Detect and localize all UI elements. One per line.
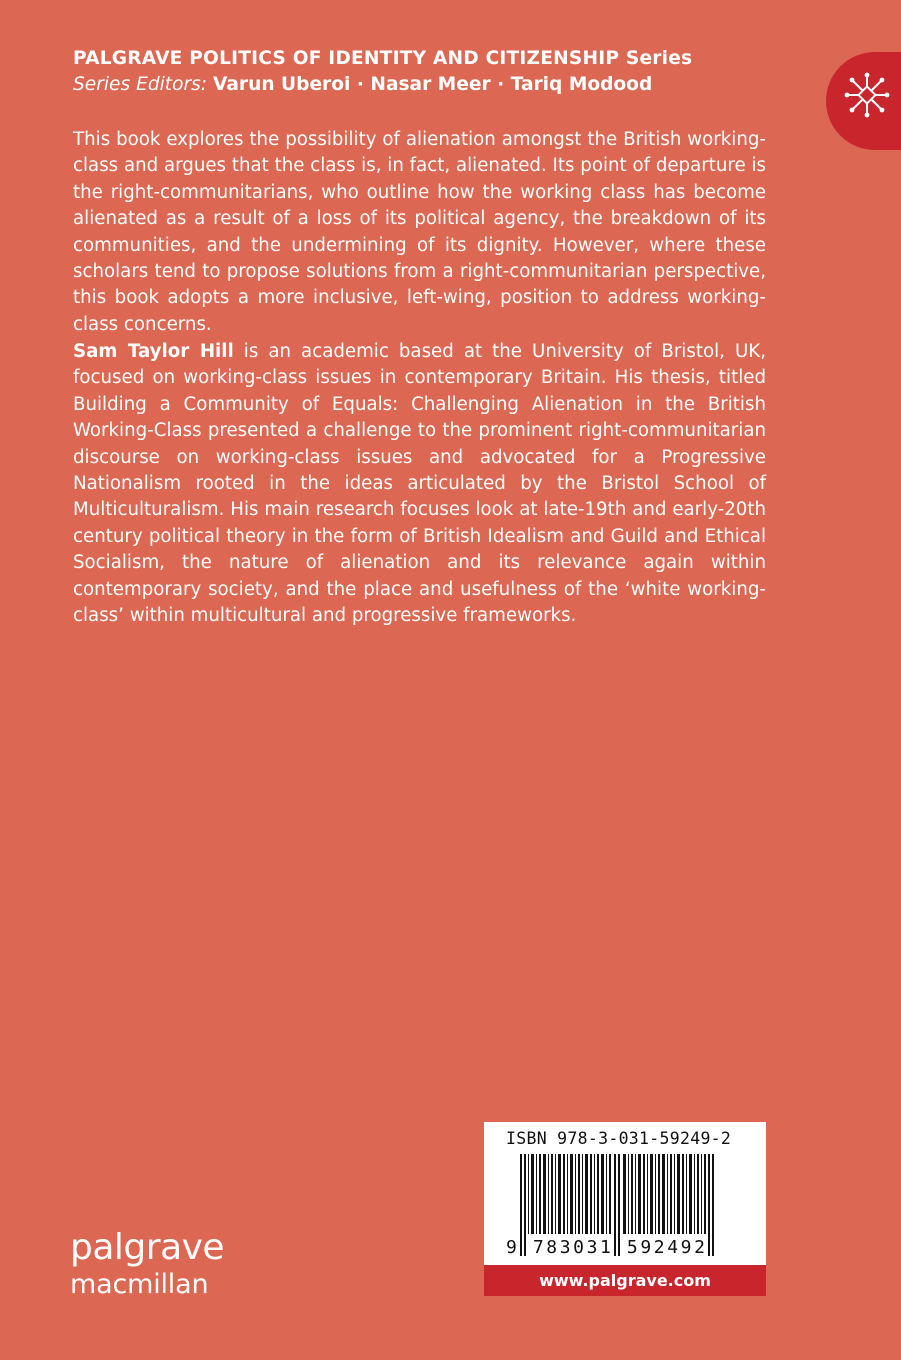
publisher-logo xyxy=(70,1227,225,1301)
logo-macmillan: macmillan xyxy=(70,1269,209,1300)
barcode-digits: 9 783031 592492 xyxy=(506,1237,708,1258)
series-title: PALGRAVE POLITICS OF IDENTITY AND CITIZENSHIP Series xyxy=(73,48,693,69)
author-name: Sam Taylor Hill xyxy=(73,341,234,362)
palgrave-badge xyxy=(826,52,901,150)
series-editors xyxy=(73,72,773,98)
series-header xyxy=(73,46,773,98)
palgrave-network-icon xyxy=(844,72,890,118)
isbn-label: ISBN 978-3-031-59249-2 xyxy=(506,1129,732,1148)
author-bio xyxy=(73,339,766,629)
logo-palgrave: palgrave xyxy=(70,1227,225,1268)
book-description: This book explores the possibility of alienation amongst the British working-class and argues that the class is, in fact, alienated. Its point of departure is the right-communitarians, who outline how the working class has become alienated as a result of a loss of its political agency, the breakdown of its communities, and the undermining of its dignity. However, where these scholars tend to propose solutions from a right-communitarian perspective, this book adopts a more inclusive, left-wing, position to address working-class concerns. xyxy=(73,129,766,335)
series-editors-names: Varun Uberoi · Nasar Meer · Tariq Modood xyxy=(213,74,653,95)
series-editors-label: Series Editors: xyxy=(73,74,208,95)
isbn-barcode xyxy=(484,1122,766,1265)
publisher-url[interactable]: www.palgrave.com xyxy=(484,1265,766,1296)
author-bio-text: is an academic based at the University of Bristol, UK, focused on working-class issues in contemporary Britain. His thesis, titled Building a Community of Equals: Challenging Alienation in the British Working-Class presented a challenge to the prominent right-communitarian discourse on working-class issues and advocated for a Progressive Nationalism rooted in the ideas articulated by the Bristol School of Multiculturalism. His main research focuses look at late-19th and early-20th century political theory in the form of British Idealism and Guild and Ethical Socialism, the nature of alienation and its relevance again within contemporary society, and the place and usefulness of the ‘white working-class’ within multicultural and progressive frameworks. xyxy=(73,341,766,627)
